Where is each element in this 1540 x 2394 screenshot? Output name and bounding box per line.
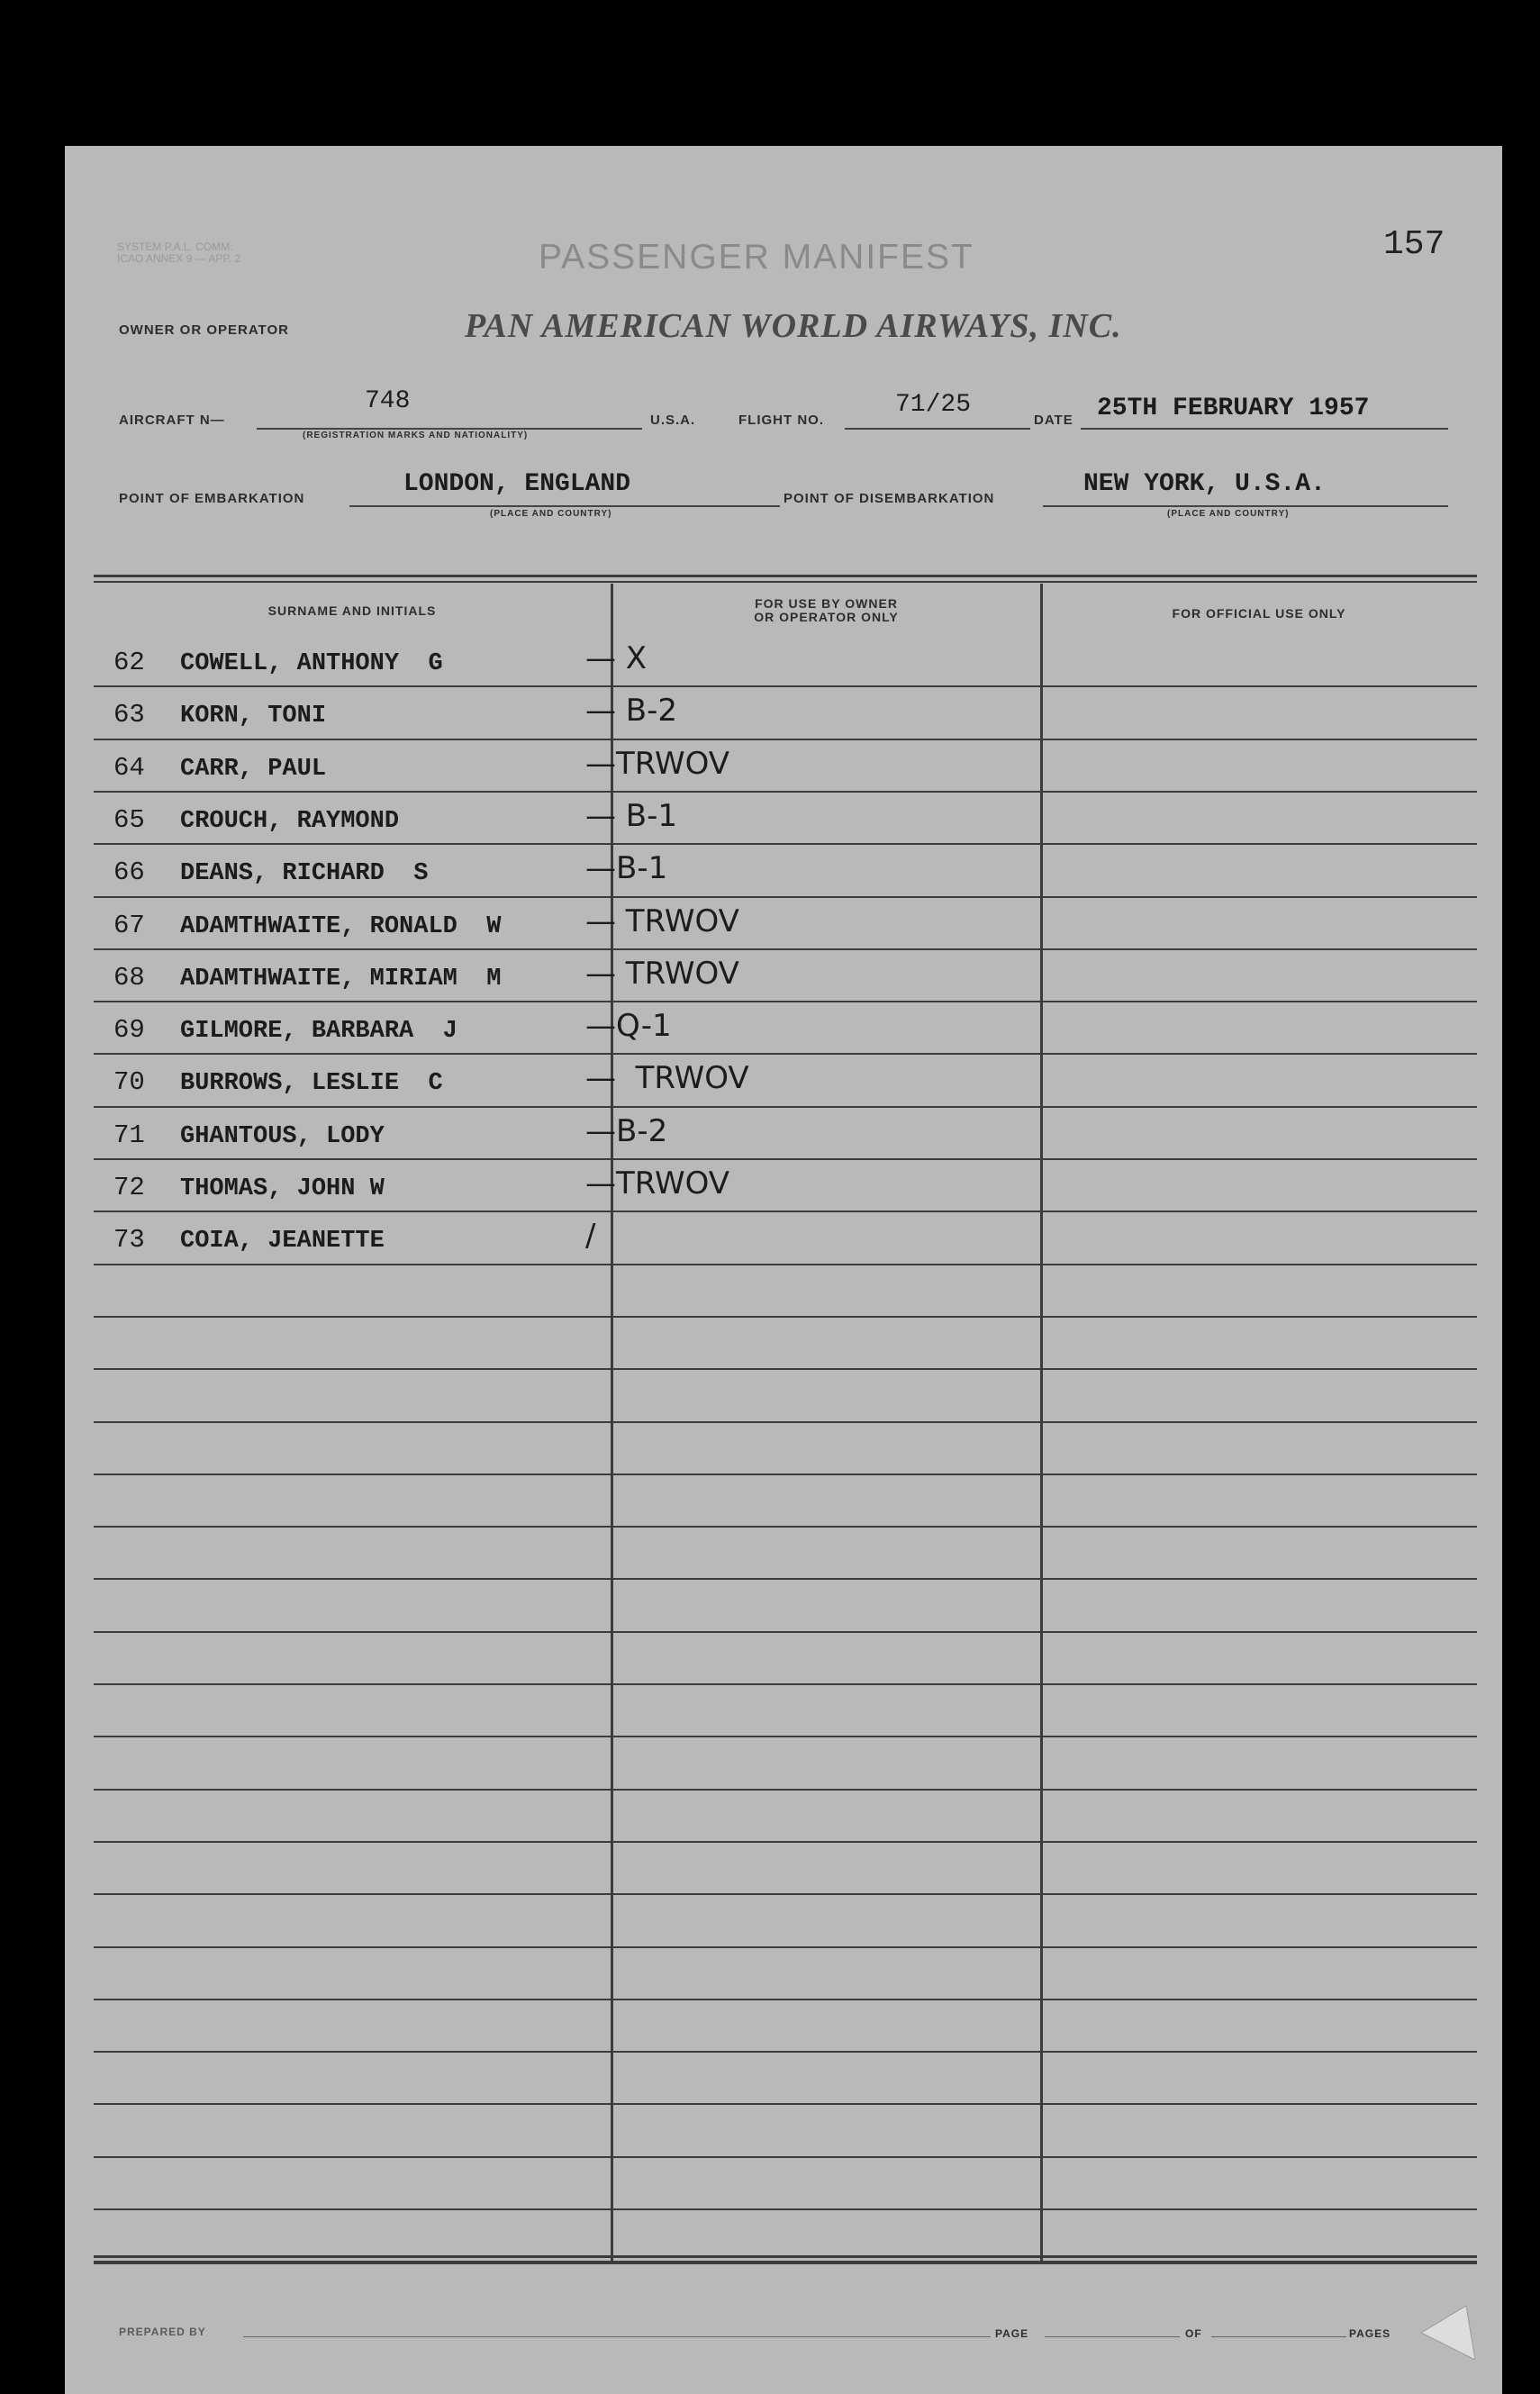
table-bottom-rule-2	[94, 2263, 1477, 2264]
row-line	[94, 1789, 1477, 1791]
operator-mark: — TRWOV	[585, 903, 739, 939]
row-line	[94, 1526, 1477, 1528]
operator-mark: /	[585, 1218, 596, 1254]
passenger-name: COWELL, ANTHONY G	[180, 650, 443, 677]
of-underline	[1211, 2336, 1346, 2337]
row-line	[94, 1893, 1477, 1895]
passenger-name: CARR, PAUL	[180, 756, 327, 783]
row-line	[94, 1736, 1477, 1737]
row-line	[94, 739, 1477, 740]
operator-mark: — TRWOV	[585, 1060, 749, 1096]
page-title: PASSENGER MANIFEST	[539, 238, 974, 277]
disembark-label: POINT OF DISEMBARKATION	[784, 491, 995, 506]
row-line	[94, 1631, 1477, 1633]
operator-mark: —TRWOV	[585, 746, 730, 782]
row-line	[94, 2103, 1477, 2105]
aircraft-sub-label: (REGISTRATION MARKS AND NATIONALITY)	[303, 431, 529, 440]
passenger-name: THOMAS, JOHN W	[180, 1175, 385, 1202]
operator-mark: —TRWOV	[585, 1165, 730, 1202]
operator-mark: —Q-1	[585, 1008, 672, 1044]
row-number: 73	[113, 1225, 145, 1255]
embark-label: POINT OF EMBARKATION	[119, 491, 305, 506]
passenger-name: ADAMTHWAITE, RONALD W	[180, 913, 502, 940]
row-line	[94, 1211, 1477, 1212]
passenger-name: BURROWS, LESLIE C	[180, 1070, 443, 1097]
row-line	[94, 2051, 1477, 2053]
row-line	[94, 1264, 1477, 1265]
row-line	[94, 1578, 1477, 1580]
flight-value: 71/25	[895, 391, 972, 419]
operator-mark: — B-2	[585, 693, 678, 729]
operator-mark: — TRWOV	[585, 956, 739, 992]
row-number: 65	[113, 805, 145, 835]
operator-mark: —B-2	[585, 1113, 668, 1149]
row-line	[94, 1368, 1477, 1370]
page-label: PAGE	[995, 2327, 1029, 2340]
passenger-name: DEANS, RICHARD S	[180, 860, 429, 887]
operator-mark: — X	[585, 640, 648, 676]
passenger-name: KORN, TONI	[180, 703, 327, 730]
row-line	[94, 791, 1477, 793]
flight-label: FLIGHT NO.	[738, 413, 824, 428]
row-line	[94, 948, 1477, 950]
row-number: 62	[113, 648, 145, 677]
passenger-name: CROUCH, RAYMOND	[180, 808, 400, 835]
prepared-underline	[243, 2336, 991, 2337]
aircraft-value: 748	[365, 387, 411, 415]
aircraft-underline	[257, 428, 642, 430]
pages-label: PAGES	[1349, 2327, 1391, 2340]
row-line	[94, 1001, 1477, 1002]
row-line	[94, 685, 1477, 687]
table-top-rule-2	[94, 581, 1477, 583]
row-line	[94, 843, 1477, 845]
aircraft-label: AIRCRAFT N—	[119, 413, 225, 428]
row-line	[94, 1683, 1477, 1685]
header-official-column: FOR OFFICIAL USE ONLY	[1172, 606, 1346, 621]
row-number: 69	[113, 1015, 145, 1045]
corner-fold	[1421, 2306, 1475, 2360]
prepared-by-label: PREPARED BY	[119, 2326, 206, 2338]
date-label: DATE	[1034, 413, 1073, 428]
form-stamp: SYSTEM P.A.L. COMM. ICAO ANNEX 9 — APP. 2	[117, 240, 241, 265]
row-line	[94, 1474, 1477, 1475]
row-number: 72	[113, 1173, 145, 1202]
owner-label: OWNER OR OPERATOR	[119, 322, 289, 338]
row-number: 71	[113, 1120, 145, 1150]
row-line	[94, 2208, 1477, 2210]
row-line	[94, 1421, 1477, 1423]
passenger-name: GILMORE, BARBARA J	[180, 1018, 457, 1045]
flight-underline	[845, 428, 1030, 430]
row-line	[94, 1316, 1477, 1318]
row-line	[94, 896, 1477, 898]
operator-mark: — B-1	[585, 798, 678, 834]
header-name-column: SURNAME AND INITIALS	[267, 603, 437, 618]
row-line	[94, 1053, 1477, 1055]
owner-value: PAN AMERICAN WORLD AIRWAYS, INC.	[465, 307, 1122, 345]
usa-label: U.S.A.	[650, 413, 696, 428]
table-bottom-rule	[94, 2255, 1477, 2258]
embark-value: LONDON, ENGLAND	[403, 470, 631, 498]
passenger-name: COIA, JEANETTE	[180, 1228, 385, 1255]
of-label: OF	[1185, 2327, 1202, 2340]
disembark-value: NEW YORK, U.S.A.	[1083, 470, 1326, 498]
row-number: 64	[113, 753, 145, 783]
row-line	[94, 2261, 1477, 2263]
page-underline	[1045, 2336, 1180, 2337]
disembark-sub-label: (PLACE AND COUNTRY)	[1167, 509, 1290, 519]
row-line	[94, 1999, 1477, 2000]
row-line	[94, 1106, 1477, 1108]
embark-sub-label: (PLACE AND COUNTRY)	[490, 509, 612, 519]
row-line	[94, 1158, 1477, 1160]
row-number: 67	[113, 911, 145, 940]
row-line	[94, 1946, 1477, 1948]
row-number: 63	[113, 700, 145, 730]
row-number: 68	[113, 963, 145, 993]
date-value: 25TH FEBRUARY 1957	[1097, 394, 1370, 422]
operator-mark: —B-1	[585, 850, 668, 886]
table-top-rule	[94, 575, 1477, 577]
passenger-name: GHANTOUS, LODY	[180, 1123, 385, 1150]
embark-underline	[349, 505, 780, 507]
passenger-name: ADAMTHWAITE, MIRIAM M	[180, 966, 502, 993]
disembark-underline	[1043, 505, 1448, 507]
page-number: 157	[1383, 225, 1445, 264]
row-line	[94, 2156, 1477, 2158]
header-owner-column: FOR USE BY OWNER OR OPERATOR ONLY	[754, 596, 899, 624]
row-number: 70	[113, 1067, 145, 1097]
date-underline	[1081, 428, 1448, 430]
row-number: 66	[113, 857, 145, 887]
row-line	[94, 1841, 1477, 1843]
